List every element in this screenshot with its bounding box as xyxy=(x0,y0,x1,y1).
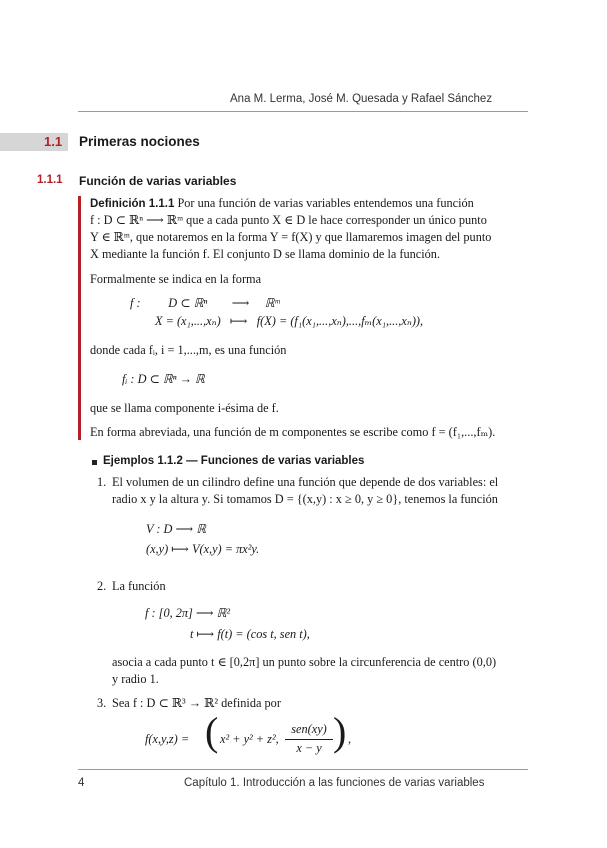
short-form-text: En forma abreviada, una función de m componentes se escribe como f = (f₁,...,fₘ). xyxy=(90,425,496,439)
footer-rule xyxy=(78,769,528,770)
chapter-title: Capítulo 1. Introducción a las funciones de varias variables xyxy=(184,777,485,789)
subsection-number: 1.1.1 xyxy=(37,174,63,186)
definition-marker-bar xyxy=(78,196,81,440)
example-1-line-1: El volumen de un cilindro define una función que depende de dos variables: el xyxy=(112,475,499,489)
examples-bullet xyxy=(92,460,97,465)
example-2-after-1: asocia a cada punto t ∈ [0,2π] un punto sobre la circunferencia de centro (0,0) xyxy=(112,655,497,669)
example-3-eq-left: f(x,y,z) = xyxy=(145,732,190,746)
fraction-denominator: x − y xyxy=(296,741,322,755)
section-title: Primeras nociones xyxy=(79,134,200,149)
example-2-eq-1: f : [0, 2π] ⟶ ℝ² xyxy=(145,606,231,620)
definition-line-4: X mediante la función f. El conjunto D se llama dominio de la función. xyxy=(90,247,441,261)
example-3-line-1: Sea f : D ⊂ ℝ³ → ℝ² definida por xyxy=(112,696,281,710)
example-1-eq-1: V : D ⟶ ℝ xyxy=(146,522,206,536)
page-number: 4 xyxy=(78,777,85,789)
definition-line-2: f : D ⊂ ℝⁿ ⟶ ℝᵐ que a cada punto X ∈ D le hace corresponder un único punto xyxy=(90,213,487,227)
subsection-title: Función de varias variables xyxy=(79,174,237,188)
left-paren: ( xyxy=(205,709,219,754)
definition-line-1 xyxy=(90,196,474,211)
definition-label: Definición 1.1.1 xyxy=(90,198,175,210)
example-number: 3. xyxy=(97,696,107,710)
example-1-eq-2: (x,y) ⟼ V(x,y) = πx²y. xyxy=(146,542,260,556)
right-paren: ) xyxy=(333,709,347,754)
fraction-numerator: sen(xy) xyxy=(291,722,327,736)
example-number: 2. xyxy=(97,579,107,593)
mapping-line-1: f : D ⊂ ℝⁿ ⟶ ℝᵐ xyxy=(130,296,280,310)
example-2-eq-2: t ⟼ f(t) = (cos t, sen t), xyxy=(190,627,310,641)
header-rule xyxy=(78,111,528,112)
component-function: fᵢ : D ⊂ ℝⁿ → ℝ xyxy=(122,372,205,386)
example-number: 1. xyxy=(97,475,107,489)
mapping-line-2: X = (x₁,...,xₙ) ⟼ f(X) = (f₁(x₁,...,xₙ),...,fₘ(x₁,...,xₙ)), xyxy=(155,314,424,328)
definition-text-1: Por una función de varias variables entendemos una función xyxy=(177,196,474,210)
donde-text: donde cada fᵢ, i = 1,...,m, es una función xyxy=(90,343,287,357)
section-number: 1.1 xyxy=(44,134,63,149)
fraction-bar xyxy=(285,739,333,740)
examples-heading: Ejemplos 1.1.2 — Funciones de varias variables xyxy=(103,455,365,467)
example-2-after-2: y radio 1. xyxy=(112,672,159,686)
component-text: que se llama componente i-ésima de f. xyxy=(90,401,279,415)
running-header: Ana M. Lerma, José M. Quesada y Rafael Sánchez xyxy=(230,93,493,105)
example-3-eq-main: x² + y² + z², xyxy=(220,732,279,746)
formal-intro: Formalmente se indica en la forma xyxy=(90,272,262,286)
example-1-line-2: radio x y la altura y. Si tomamos D = {(x,y) : x ≥ 0, y ≥ 0}, tenemos la función xyxy=(112,492,498,506)
definition-line-3: Y ∈ ℝᵐ, que notaremos en la forma Y = f(X) y que llamaremos imagen del punto xyxy=(90,230,492,244)
example-2-line-1: La función xyxy=(112,579,166,593)
example-3-eq-end: , xyxy=(348,732,352,746)
